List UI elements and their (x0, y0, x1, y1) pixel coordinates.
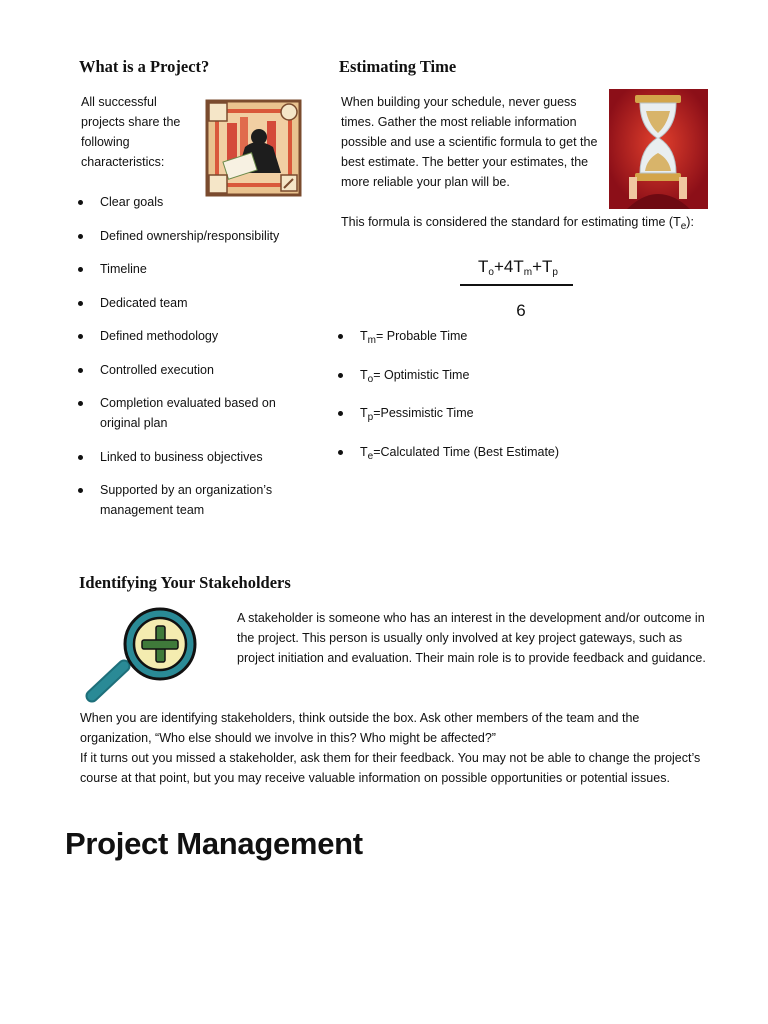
hourglass-clipart-image (609, 89, 708, 209)
list-item: Defined ownership/responsibility (78, 226, 318, 246)
time-definitions-list (338, 326, 718, 480)
businessman-clipart-icon (205, 99, 302, 197)
list-item: $T_o=$ Optimistic Time (338, 365, 718, 390)
stakeholders-paragraph-2: When you are identifying stakeholders, think outside the box. Ask other members of the team and the organization, “Who else should we involve in this? Who might be affected?” (80, 711, 640, 745)
list-item: Supported by an organization’s management team (78, 480, 300, 520)
formula-intro-end: ): (686, 215, 694, 229)
stakeholders-paragraph-1: A stakeholder is someone who has an interest in the development and/or outcome in the project. This person is usually only involved at key project gateways, such as project initiation and evaluation. Their main role is to provide feedback and guidance. (237, 611, 706, 665)
project-intro: All successful projects share the following characteristics: (81, 95, 181, 169)
hourglass-icon (609, 89, 708, 209)
formula-intro-sub: e (680, 221, 687, 232)
pert-formula (458, 257, 578, 278)
businessman-clipart-image (205, 99, 302, 197)
magnifying-glass-icon (84, 606, 199, 704)
list-item: $T_p=Pessimistic$ Time (338, 403, 718, 428)
stakeholders-heading: Identifying Your Stakeholders (79, 573, 291, 592)
list-item: $T_m=$ Probable Time (338, 326, 718, 351)
formula-fraction-bar (460, 284, 573, 286)
formula-numerator: $T_o+4T_m+T_p$ (478, 257, 558, 278)
project-heading: What is a Project? (79, 57, 210, 76)
magnifier-image (84, 606, 199, 704)
list-item: Dedicated team (78, 293, 318, 313)
formula-denominator: 6 (516, 301, 526, 320)
estimating-paragraph: When building your schedule, never guess times. Gather the most reliable information possible and use a scientific formula to get the best estimate. The better your estimates, the more reliable your plan will be. (341, 95, 598, 189)
list-item: Timeline (78, 259, 318, 279)
stakeholders-paragraph-3: If it turns out you missed a stakeholder, ask them for their feedback. You may not be able to change the project’s course at that point, but you may receive valuable information on possible opportunities or potential issues. (80, 751, 701, 785)
list-item: Controlled execution (78, 360, 318, 380)
list-item: Linked to business objectives (78, 447, 318, 467)
page-title: Project Management (65, 826, 363, 861)
estimating-heading: Estimating Time (339, 57, 457, 76)
list-item: $T_e=Calculated$ Time (Best Estimate) (338, 442, 718, 467)
list-item: Defined methodology (78, 326, 318, 346)
characteristics-list (78, 192, 318, 534)
list-item: Completion evaluated based on original plan (78, 393, 300, 433)
list-item: Clear goals (78, 192, 318, 212)
formula-intro-text: This formula is considered the standard for estimating time (T (341, 215, 681, 229)
formula-intro (341, 212, 694, 237)
